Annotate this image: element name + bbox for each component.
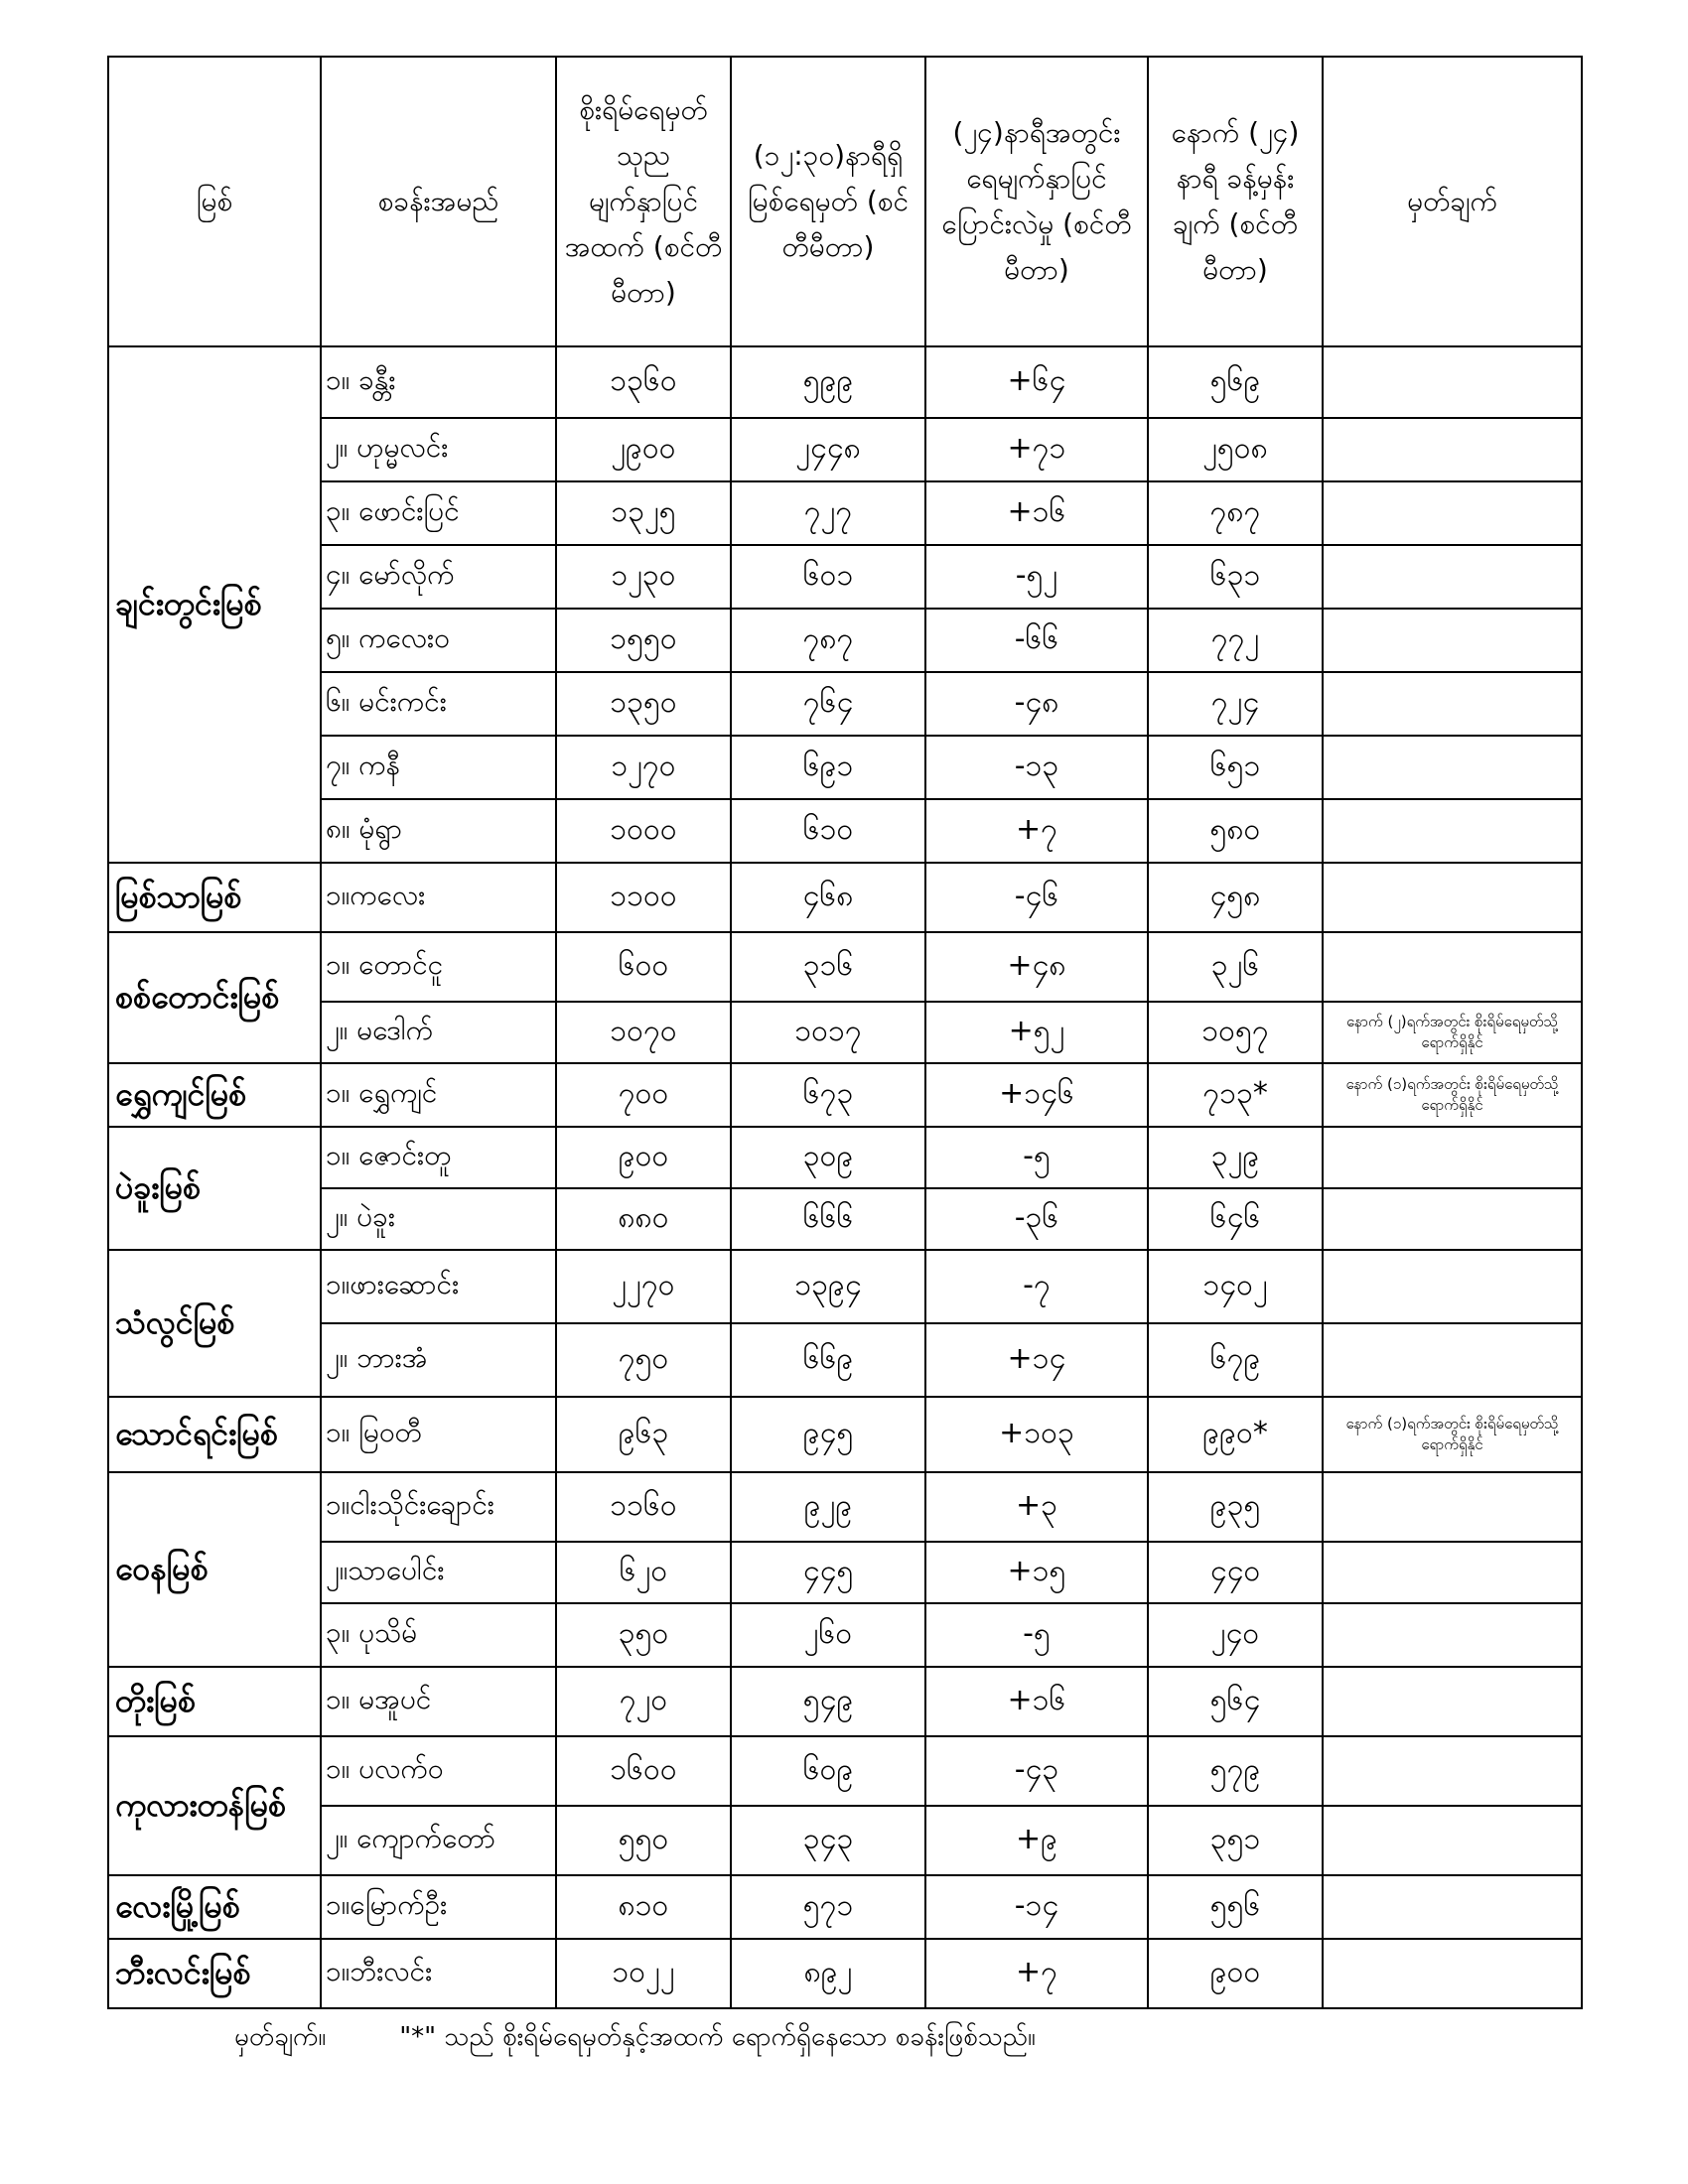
danger-level-cell: ၈၈၀ [556, 1188, 731, 1250]
change-cell: -၁၄ [925, 1875, 1148, 1939]
station-name: ၁။ကလေး [321, 863, 556, 932]
forecast-cell: ၉၉၀* [1148, 1397, 1323, 1472]
current-level-cell: ၃၁၆ [731, 932, 925, 1002]
current-level-cell: ၇၈၇ [731, 609, 925, 672]
header-danger-level: စိုးရိမ်ရေမှတ် သုည မျက်နှာပြင် အထက် (စင်တီမီတာ) [556, 57, 731, 346]
remark-cell [1323, 799, 1582, 863]
table-row [108, 736, 1582, 799]
change-cell: -၆၆ [925, 609, 1148, 672]
remark-cell: နောက် (၁)ရက်အတွင်း စိုးရိမ်ရေမှတ်သို့ ရောက်ရှိနိုင် [1323, 1063, 1582, 1127]
forecast-cell: ၁၄၀၂ [1148, 1250, 1323, 1323]
current-level-cell: ၆၉၁ [731, 736, 925, 799]
danger-level-cell: ၁၀၀၀ [556, 799, 731, 863]
river-name: သံလွင်မြစ် [108, 1250, 321, 1397]
station-name: ၁။ဖားဆောင်း [321, 1250, 556, 1323]
current-level-cell: ၄၄၅ [731, 1542, 925, 1603]
change-cell: -၃၆ [925, 1188, 1148, 1250]
remark-cell: နောက် (၁)ရက်အတွင်း စိုးရိမ်ရေမှတ်သို့ ရောက်ရှိနိုင် [1323, 1397, 1582, 1472]
change-cell: -၅ [925, 1127, 1148, 1188]
change-cell: +၁၆ [925, 1667, 1148, 1736]
remark-cell [1323, 1542, 1582, 1603]
danger-level-cell: ၅၅၀ [556, 1806, 731, 1875]
danger-level-cell: ၂၉၀၀ [556, 418, 731, 481]
table-row [108, 932, 1582, 1002]
table-row [108, 1736, 1582, 1806]
table-row [108, 609, 1582, 672]
table-row [108, 1472, 1582, 1542]
header-river: မြစ် [108, 57, 321, 346]
station-name: ၁။ ပလက်ဝ [321, 1736, 556, 1806]
danger-level-cell: ၇၂၀ [556, 1667, 731, 1736]
remark-cell [1323, 1667, 1582, 1736]
river-name: ဘီးလင်းမြစ် [108, 1939, 321, 2008]
table-row [108, 418, 1582, 481]
forecast-cell: ၄၅၈ [1148, 863, 1323, 932]
station-name: ၂။ မဒေါက် [321, 1002, 556, 1063]
remark-cell [1323, 1736, 1582, 1806]
current-level-cell: ၇၆၄ [731, 672, 925, 736]
current-level-cell: ၆၆၉ [731, 1323, 925, 1397]
table-row [108, 863, 1582, 932]
remark-cell [1323, 672, 1582, 736]
table-row [108, 1397, 1582, 1472]
forecast-cell: ၇၈၇ [1148, 481, 1323, 545]
station-name: ၁။ ခန္တီး [321, 346, 556, 418]
station-name: ၄။ မော်လိုက် [321, 545, 556, 609]
remark-cell: နောက် (၂)ရက်အတွင်း စိုးရိမ်ရေမှတ်သို့ ရောက်ရှိနိုင် [1323, 1002, 1582, 1063]
change-cell: -၄၈ [925, 672, 1148, 736]
forecast-cell: ၉၀၀ [1148, 1939, 1323, 2008]
table-row [108, 1542, 1582, 1603]
current-level-cell: ၄၆၈ [731, 863, 925, 932]
current-level-cell: ၁၃၉၄ [731, 1250, 925, 1323]
forecast-cell: ၆၃၁ [1148, 545, 1323, 609]
station-name: ၁။ တောင်ငူ [321, 932, 556, 1002]
forecast-cell: ၂၄၀ [1148, 1603, 1323, 1667]
station-name: ၂။သာပေါင်း [321, 1542, 556, 1603]
table-row [108, 1875, 1582, 1939]
danger-level-cell: ၆၂၀ [556, 1542, 731, 1603]
table-row [108, 1002, 1582, 1063]
table-row [108, 1603, 1582, 1667]
forecast-cell: ၆၇၉ [1148, 1323, 1323, 1397]
change-cell: +၅၂ [925, 1002, 1148, 1063]
remark-cell [1323, 932, 1582, 1002]
forecast-cell: ၄၄၀ [1148, 1542, 1323, 1603]
current-level-cell: ၅၉၉ [731, 346, 925, 418]
forecast-cell: ၉၃၅ [1148, 1472, 1323, 1542]
header-remarks: မှတ်ချက် [1323, 57, 1582, 346]
forecast-cell: ၅၆၄ [1148, 1667, 1323, 1736]
header-station: စခန်းအမည် [321, 57, 556, 346]
current-level-cell: ၁၀၁၇ [731, 1002, 925, 1063]
remark-cell [1323, 863, 1582, 932]
station-name: ၁။ မအူပင် [321, 1667, 556, 1736]
danger-level-cell: ၁၃၅၀ [556, 672, 731, 736]
forecast-cell: ၇၁၃* [1148, 1063, 1323, 1127]
station-name: ၃။ ဖောင်းပြင် [321, 481, 556, 545]
table-row [108, 799, 1582, 863]
forecast-cell: ၇၇၂ [1148, 609, 1323, 672]
water-level-table [107, 56, 1583, 2009]
remark-cell [1323, 346, 1582, 418]
station-name: ၂။ ပဲခူး [321, 1188, 556, 1250]
current-level-cell: ၅၄၉ [731, 1667, 925, 1736]
change-cell: +၁၅ [925, 1542, 1148, 1603]
station-name: ၁။ ရွှေကျင် [321, 1063, 556, 1127]
river-name: လေးမြို့မြစ် [108, 1875, 321, 1939]
remark-cell [1323, 481, 1582, 545]
current-level-cell: ၇၂၇ [731, 481, 925, 545]
forecast-cell: ၅၅၆ [1148, 1875, 1323, 1939]
forecast-cell: ၅၇၉ [1148, 1736, 1323, 1806]
change-cell: +၄၈ [925, 932, 1148, 1002]
remark-cell [1323, 1250, 1582, 1323]
forecast-cell: ၃၂၆ [1148, 932, 1323, 1002]
station-name: ၃။ ပုသိမ် [321, 1603, 556, 1667]
table-row [108, 1188, 1582, 1250]
river-name: သောင်ရင်းမြစ် [108, 1397, 321, 1472]
table-body [108, 346, 1582, 2008]
current-level-cell: ၆၁၀ [731, 799, 925, 863]
current-level-cell: ၂၆၀ [731, 1603, 925, 1667]
header-24h-change: (၂၄)နာရီအတွင်း ရေမျက်နှာပြင် ပြောင်းလဲမှု (စင်တီမီတာ) [925, 57, 1148, 346]
river-name: စစ်တောင်းမြစ် [108, 932, 321, 1063]
station-name: ၇။ ကနီ [321, 736, 556, 799]
station-name: ၁။မြောက်ဦး [321, 1875, 556, 1939]
forecast-cell: ၆၅၁ [1148, 736, 1323, 799]
footnote [234, 2019, 1036, 2058]
remark-cell [1323, 1188, 1582, 1250]
current-level-cell: ၉၂၉ [731, 1472, 925, 1542]
remark-cell [1323, 1806, 1582, 1875]
current-level-cell: ၂၄၄၈ [731, 418, 925, 481]
forecast-cell: ၁၀၅၇ [1148, 1002, 1323, 1063]
current-level-cell: ၆၀၁ [731, 545, 925, 609]
forecast-cell: ၃၅၁ [1148, 1806, 1323, 1875]
change-cell: -၇ [925, 1250, 1148, 1323]
river-name: ဝေနမြစ် [108, 1472, 321, 1667]
table-row [108, 346, 1582, 418]
station-name: ၂။ ဟုမ္မလင်း [321, 418, 556, 481]
change-cell: -၄၃ [925, 1736, 1148, 1806]
remark-cell [1323, 1472, 1582, 1542]
station-name: ၅။ ကလေးဝ [321, 609, 556, 672]
forecast-cell: ၃၂၉ [1148, 1127, 1323, 1188]
change-cell: +၁၀၃ [925, 1397, 1148, 1472]
station-name: ၆။ မင်းကင်း [321, 672, 556, 736]
current-level-cell: ၉၄၅ [731, 1397, 925, 1472]
danger-level-cell: ၁၀၇၀ [556, 1002, 731, 1063]
river-name: ချင်းတွင်းမြစ် [108, 346, 321, 863]
table-row [108, 1127, 1582, 1188]
footnote-label: မှတ်ချက်။ [234, 2022, 327, 2052]
table-row [108, 1939, 1582, 2008]
table-row [108, 481, 1582, 545]
change-cell: +၃ [925, 1472, 1148, 1542]
station-name: ၁။ငါးသိုင်းချောင်း [321, 1472, 556, 1542]
current-level-cell: ၆၇၃ [731, 1063, 925, 1127]
danger-level-cell: ၁၆၀၀ [556, 1736, 731, 1806]
danger-level-cell: ၁၀၂၂ [556, 1939, 731, 2008]
change-cell: +၁၄၆ [925, 1063, 1148, 1127]
remark-cell [1323, 418, 1582, 481]
remark-cell [1323, 1939, 1582, 2008]
change-cell: +၆၄ [925, 346, 1148, 418]
header-current-level: (၁၂:၃၀)နာရီရှိ မြစ်ရေမှတ် (စင်တီမီတာ) [731, 57, 925, 346]
danger-level-cell: ၉၆၃ [556, 1397, 731, 1472]
change-cell: +၉ [925, 1806, 1148, 1875]
remark-cell [1323, 736, 1582, 799]
table-row [108, 545, 1582, 609]
remark-cell [1323, 545, 1582, 609]
header-row [108, 57, 1582, 346]
table-row [108, 1667, 1582, 1736]
station-name: ၁။ဘီးလင်း [321, 1939, 556, 2008]
change-cell: +၇ [925, 799, 1148, 863]
station-name: ၈။ မုံရွာ [321, 799, 556, 863]
current-level-cell: ၈၉၂ [731, 1939, 925, 2008]
station-name: ၁။ မြဝတီ [321, 1397, 556, 1472]
change-cell: +၇ [925, 1939, 1148, 2008]
footnote-text: "*" သည် စိုးရိမ်ရေမှတ်နှင့်အထက် ရောက်ရှိနေသော စခန်းဖြစ်သည်။ [399, 2022, 1036, 2052]
remark-cell [1323, 609, 1582, 672]
current-level-cell: ၆၀၉ [731, 1736, 925, 1806]
forecast-cell: ၇၂၄ [1148, 672, 1323, 736]
table-row [108, 1323, 1582, 1397]
river-name: ရွှေကျင်မြစ် [108, 1063, 321, 1127]
change-cell: -၅ [925, 1603, 1148, 1667]
danger-level-cell: ၁၁၀၀ [556, 863, 731, 932]
danger-level-cell: ၆၀၀ [556, 932, 731, 1002]
header-forecast: နောက် (၂၄) နာရီ ခန့်မှန်းချက် (စင်တီမီတာ) [1148, 57, 1323, 346]
table-row [108, 1063, 1582, 1127]
current-level-cell: ၃၀၉ [731, 1127, 925, 1188]
current-level-cell: ၅၇၁ [731, 1875, 925, 1939]
current-level-cell: ၆၆၆ [731, 1188, 925, 1250]
remark-cell [1323, 1875, 1582, 1939]
current-level-cell: ၃၄၃ [731, 1806, 925, 1875]
river-name: မြစ်သာမြစ် [108, 863, 321, 932]
change-cell: -၁၃ [925, 736, 1148, 799]
change-cell: -၄၆ [925, 863, 1148, 932]
change-cell: +၁၄ [925, 1323, 1148, 1397]
remark-cell [1323, 1323, 1582, 1397]
danger-level-cell: ၁၂၇၀ [556, 736, 731, 799]
forecast-cell: ၂၅၀၈ [1148, 418, 1323, 481]
forecast-cell: ၅၈၀ [1148, 799, 1323, 863]
danger-level-cell: ၁၂၃၀ [556, 545, 731, 609]
danger-level-cell: ၈၁၀ [556, 1875, 731, 1939]
danger-level-cell: ၁၁၆၀ [556, 1472, 731, 1542]
table-row [108, 672, 1582, 736]
water-level-sheet [107, 56, 1581, 2009]
station-name: ၂။ ကျောက်တော် [321, 1806, 556, 1875]
danger-level-cell: ၂၂၇၀ [556, 1250, 731, 1323]
remark-cell [1323, 1603, 1582, 1667]
danger-level-cell: ၁၅၅၀ [556, 609, 731, 672]
table-row [108, 1250, 1582, 1323]
station-name: ၂။ ဘားအံ [321, 1323, 556, 1397]
danger-level-cell: ၉၀၀ [556, 1127, 731, 1188]
river-name: ပဲခူးမြစ် [108, 1127, 321, 1250]
station-name: ၁။ ဇောင်းတူ [321, 1127, 556, 1188]
danger-level-cell: ၃၅၀ [556, 1603, 731, 1667]
forecast-cell: ၆၄၆ [1148, 1188, 1323, 1250]
danger-level-cell: ၁၃၂၅ [556, 481, 731, 545]
forecast-cell: ၅၆၉ [1148, 346, 1323, 418]
river-name: ကုလားတန်မြစ် [108, 1736, 321, 1875]
table-row [108, 1806, 1582, 1875]
change-cell: +၇၁ [925, 418, 1148, 481]
danger-level-cell: ၇၅၀ [556, 1323, 731, 1397]
danger-level-cell: ၇၀၀ [556, 1063, 731, 1127]
change-cell: +၁၆ [925, 481, 1148, 545]
danger-level-cell: ၁၃၆၀ [556, 346, 731, 418]
remark-cell [1323, 1127, 1582, 1188]
change-cell: -၅၂ [925, 545, 1148, 609]
river-name: တိုးမြစ် [108, 1667, 321, 1736]
